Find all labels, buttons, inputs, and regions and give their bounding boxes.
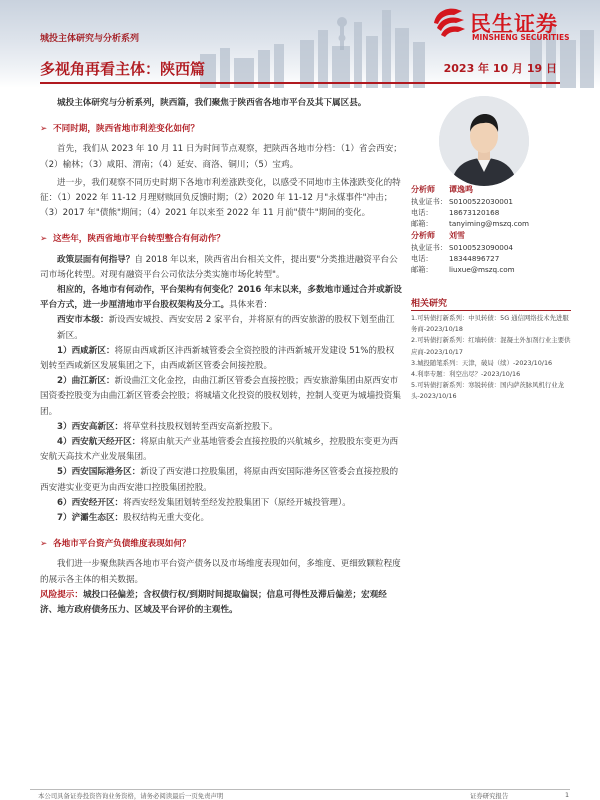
risk-label: 风险提示：	[40, 589, 83, 600]
report-title: 多视角再看主体：陕西篇	[40, 60, 206, 78]
report-series: 城投主体研究与分析系列	[40, 34, 140, 44]
bold-lead: 相应的，各地市有何动作，平台架构有何变化？2016 年末以来，多数地市通过合并或新设平台方式，进一步厘清地市平台股权架构及分工。	[40, 285, 402, 311]
analyst-2-email	[411, 264, 515, 275]
item-text: 将原由航天产业基地管委会直接控股的兴航城乡，控股股东变更为西安航天高技术产业发展集团。	[40, 437, 399, 463]
analyst-name: 谭逸鸣	[449, 185, 473, 194]
list-item	[40, 511, 402, 526]
item-text: 将原由西咸新区沣西新城管委会全资控股的沣西新城开发建设 51%的股权划转至西咸新区发展集团之下，由西咸新区管委会间接控股。	[40, 345, 395, 372]
footer-report-type: 证券研究报告	[470, 792, 509, 800]
analyst-1-phone	[411, 207, 499, 218]
list-item	[40, 313, 402, 343]
analyst-photo	[439, 96, 529, 186]
item-text: 新设西安城投、西安安居 2 家平台，并将原有的西安旅游的股权下划至曲江新区。	[57, 315, 395, 341]
field-value: liuxue@mszq.com	[449, 265, 515, 274]
field-value: 18344896727	[449, 254, 500, 263]
field-value: S0100523090004	[449, 243, 514, 252]
list-item	[40, 435, 402, 465]
field-label: 邮箱：	[411, 219, 433, 228]
logo-chinese-text: 民生证券	[470, 12, 558, 36]
analyst-title: 分析师	[411, 231, 435, 240]
logo-english-text: MINSHENG SECURITIES	[472, 33, 570, 42]
section-heading-spread	[40, 122, 402, 137]
related-divider	[411, 310, 571, 311]
item-text: 将草堂科技股权划转至西安高新控股下。	[123, 421, 278, 432]
field-value: S0100522030001	[449, 197, 514, 206]
field-label: 执业证书：	[411, 243, 447, 252]
item-label: 4）西安航天经开区：	[57, 437, 141, 448]
section-title: 不同时期，陕西省地市利差变化如何？	[53, 124, 200, 135]
main-content	[40, 96, 402, 618]
section-title: 各地市平台资产负债维度表现如何？	[53, 539, 191, 550]
analyst-portrait-image	[439, 96, 529, 186]
list-item	[40, 420, 402, 435]
section-title: 这些年，陕西省地市平台转型整合有何动作？	[53, 234, 225, 245]
field-value: 18673120168	[449, 208, 500, 217]
minsheng-logo-icon	[432, 6, 466, 40]
header-divider	[40, 82, 560, 84]
arrow-bullet-icon: ➢	[40, 539, 48, 550]
risk-warning	[40, 588, 402, 618]
paragraph-text: 具体来看：	[229, 300, 273, 311]
related-research-title: 相关研究	[411, 299, 448, 309]
item-text: 新设曲江文化金控，由曲江新区管委会直接控股；西安旅游集团由原西安市国资委控股变为由曲江新区管委会控股；将城墙文化投资的股权划转，控制人变更为城墙投资集团。	[40, 376, 401, 417]
related-link[interactable]: 2.可转债打新系列：红墙转债：混凝土外加剂行业主要供应商-2023/10/17	[411, 336, 571, 356]
item-label: 1）西咸新区：	[57, 345, 115, 356]
bold-lead: 政策层面有何指导？	[57, 254, 135, 265]
item-label: 7）浐灞生态区：	[57, 513, 124, 524]
paragraph: 我们进一步聚焦陕西各地市平台资产债务以及市场维度表现如何，多维度、更细致颗粒程度的展示各主体的相关数据。	[40, 559, 401, 585]
paragraph-text: 自 2018 年以来，陕西省出台相关文件，提出要"分类推进融资平台公司市场化转型。对现有融资平台公司依法分类实施市场化转型"。	[40, 254, 398, 280]
item-text: 新设了西安港口控股集团，将原由西安国际港务区管委会直接控股的西安港实业变更为由西安港口控股集团控股。	[40, 467, 399, 493]
list-item	[40, 374, 402, 420]
related-link[interactable]: 5.可转债打新系列：寒锐转债：国内萨茨脉风机行业龙头-2023/10/16	[411, 381, 565, 401]
report-date: 2023 年 10 月 19 日	[443, 62, 557, 75]
item-label: 5）西安国际港务区：	[57, 467, 141, 478]
page-number: 1	[565, 791, 570, 799]
analyst-1-header	[411, 184, 473, 195]
related-research-list	[411, 313, 571, 403]
item-label: 6）西安经开区：	[57, 497, 124, 508]
paragraph: 进一步，我们观察不同历史时期下各地市利差涨跌变化，以感受不同地市主体涨跌变化的特征：（1）2022 年 11-12 月理财赎回负反馈时期；（2）2020 年 11-12 月"永煤事件"冲击；（3）2017 年"债熊"期间；（4）2021 年以来至 2022 年 11 月前"债牛"期间的变化。	[40, 177, 401, 219]
analyst-1-cert	[411, 196, 513, 207]
section-heading-balance-sheet	[40, 537, 402, 552]
analyst-1-email	[411, 218, 529, 229]
analyst-2-header	[411, 230, 465, 241]
item-text: 将西安经发集团划转至经发控股集团下（原经开城投管理）。	[123, 497, 351, 508]
field-label: 邮箱：	[411, 265, 433, 274]
field-label: 执业证书：	[411, 197, 447, 206]
field-label: 电话：	[411, 254, 433, 263]
risk-text: 城投口径偏差；含权债行权/到期时间提取偏误；信息可得性及滞后偏差；宏观经济、地方政府债务压力、区域及平台评价的主观性。	[40, 589, 387, 616]
analyst-2-cert	[411, 242, 513, 253]
list-item	[40, 465, 402, 495]
related-link[interactable]: 3.城投随笔系列：天津，破局（续）-2023/10/16	[411, 358, 553, 367]
item-label: 西安市本级：	[57, 315, 109, 326]
item-label: 3）西安高新区：	[57, 421, 124, 432]
arrow-bullet-icon: ➢	[40, 234, 48, 245]
minsheng-logo	[432, 6, 592, 46]
paragraph: 首先，我们从 2023 年 10 月 11 日为时间节点观察，把陕西各地市分档：（1）省会西安；（2）榆林；（3）咸阳、渭南；（4）延安、商洛、铜川；（5）宝鸡。	[40, 144, 402, 170]
intro-paragraph: 城投主体研究与分析系列，陕西篇，我们聚焦于陕西省各地市平台及其下属区县。	[57, 98, 367, 108]
arrow-bullet-icon: ➢	[40, 124, 48, 135]
footer-disclaimer: 本公司具备证券投资咨询业务资格，请务必阅读最后一页免责声明	[38, 792, 224, 800]
field-label: 电话：	[411, 208, 433, 217]
analyst-name: 刘雪	[449, 231, 465, 240]
header-banner	[0, 0, 600, 88]
item-text: 股权结构无重大变化。	[123, 513, 210, 524]
analyst-title: 分析师	[411, 185, 435, 194]
analyst-2-phone	[411, 253, 499, 264]
field-value: tanyiming@mszq.com	[449, 219, 530, 228]
list-item	[40, 496, 402, 511]
related-link[interactable]: 1.可转债打新系列：中贝转债：5G 通信网络技术先进服务商-2023/10/18	[411, 314, 569, 334]
footer-divider	[30, 789, 570, 790]
item-label: 2）曲江新区：	[57, 376, 115, 387]
paragraph	[40, 283, 402, 313]
list-item	[40, 344, 402, 374]
section-heading-transformation	[40, 232, 402, 247]
paragraph	[40, 253, 402, 283]
related-link[interactable]: 4.利率专题：利空出尽？-2023/10/16	[411, 370, 521, 379]
